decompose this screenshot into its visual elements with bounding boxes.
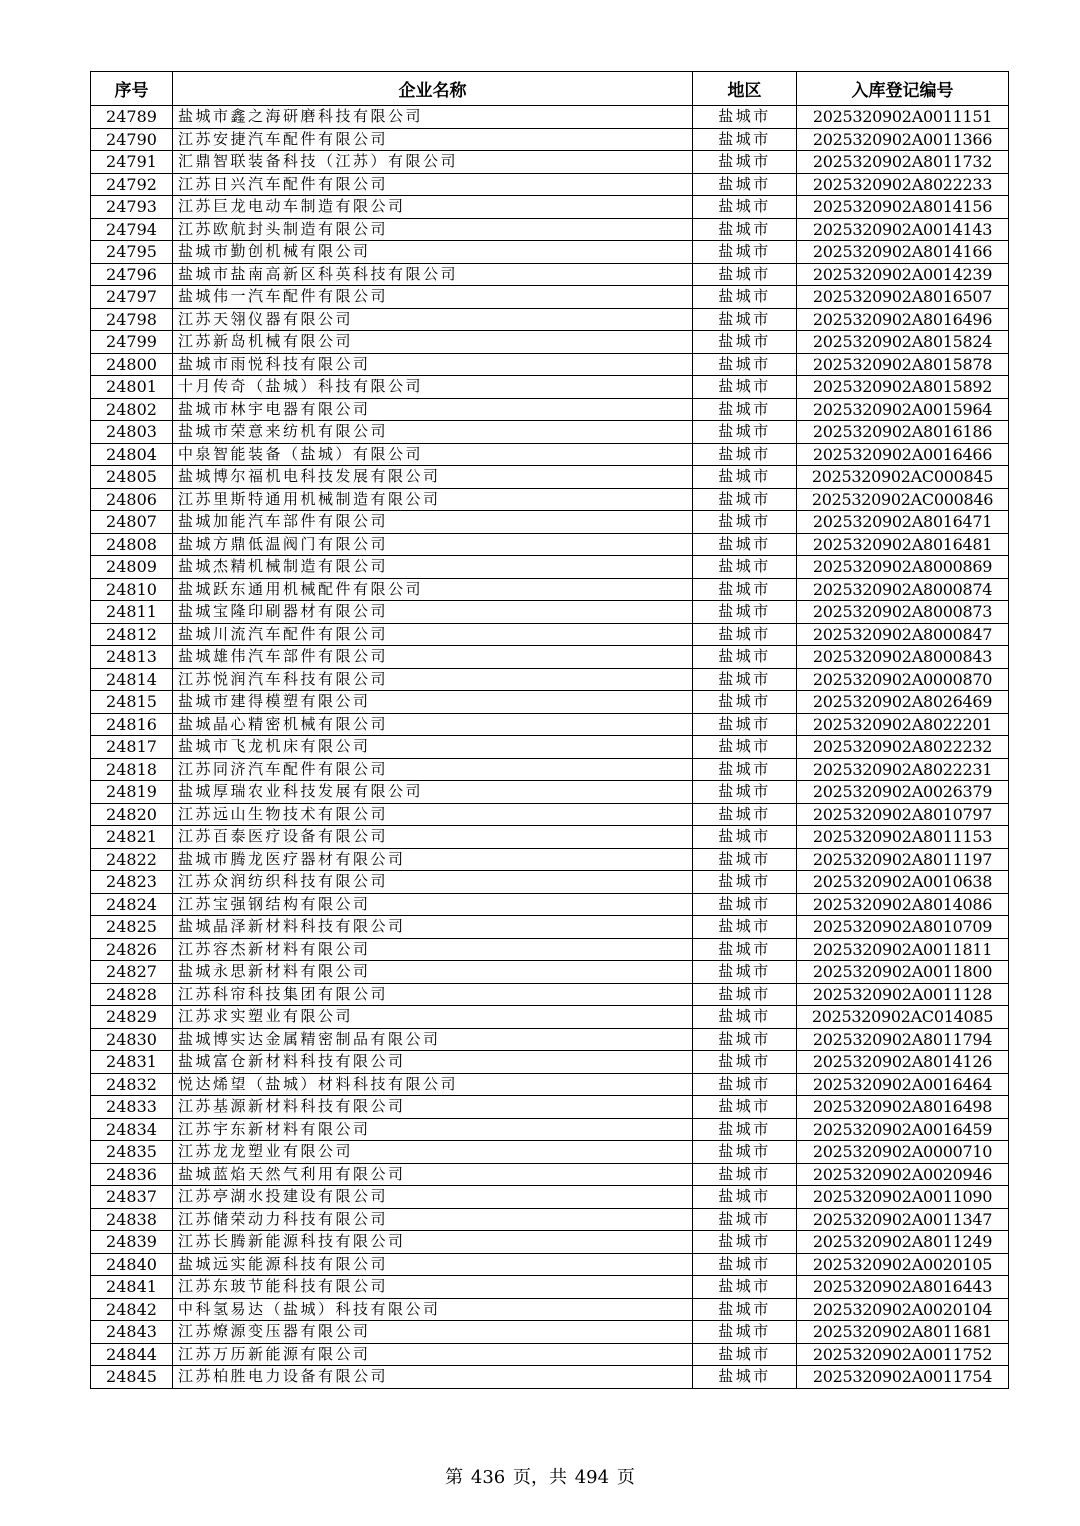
table-row: [91, 466, 1009, 489]
row-area-cell: 盐城市: [693, 713, 797, 736]
row-area-cell: 盐城市: [693, 556, 797, 579]
footer-total-pages: 494: [574, 1467, 610, 1488]
row-code-cell: 2025320902A8016481: [797, 533, 1009, 556]
row-code-cell: 2025320902A8011197: [797, 848, 1009, 871]
row-area-cell: 盐城市: [693, 1321, 797, 1344]
row-seq-cell: 24815: [91, 691, 173, 714]
row-area-cell: 盐城市: [693, 1141, 797, 1164]
row-area-cell: 盐城市: [693, 691, 797, 714]
row-name-cell: 江苏东玻节能科技有限公司: [173, 1276, 693, 1299]
row-code-cell: 2025320902A0011366: [797, 128, 1009, 151]
row-area-cell: 盐城市: [693, 916, 797, 939]
row-name-cell: 盐城晶心精密机械有限公司: [173, 713, 693, 736]
row-code-cell: 2025320902A8011249: [797, 1231, 1009, 1254]
table-row: [91, 173, 1009, 196]
row-seq-cell: 24794: [91, 218, 173, 241]
row-seq-cell: 24809: [91, 556, 173, 579]
row-area-cell: 盐城市: [693, 218, 797, 241]
row-area-cell: 盐城市: [693, 331, 797, 354]
row-area-cell: 盐城市: [693, 533, 797, 556]
row-code-cell: 2025320902A8016507: [797, 286, 1009, 309]
row-area-cell: 盐城市: [693, 781, 797, 804]
row-code-cell: 2025320902A0016464: [797, 1073, 1009, 1096]
row-seq-cell: 24842: [91, 1298, 173, 1321]
table-row: [91, 488, 1009, 511]
row-name-cell: 盐城远实能源科技有限公司: [173, 1253, 693, 1276]
row-name-cell: 江苏巨龙电动车制造有限公司: [173, 196, 693, 219]
row-seq-cell: 24844: [91, 1343, 173, 1366]
row-code-cell: 2025320902A8011681: [797, 1321, 1009, 1344]
table-row: [91, 443, 1009, 466]
footer-suffix: 页: [616, 1467, 635, 1488]
table-row: [91, 646, 1009, 669]
header-area: 地区: [693, 72, 797, 106]
row-code-cell: 2025320902A8010797: [797, 803, 1009, 826]
row-seq-cell: 24811: [91, 601, 173, 624]
row-name-cell: 江苏科帘科技集团有限公司: [173, 983, 693, 1006]
row-seq-cell: 24828: [91, 983, 173, 1006]
row-seq-cell: 24795: [91, 241, 173, 264]
row-seq-cell: 24814: [91, 668, 173, 691]
table-row: [91, 353, 1009, 376]
row-area-cell: 盐城市: [693, 241, 797, 264]
row-name-cell: 中科氢易达（盐城）科技有限公司: [173, 1298, 693, 1321]
table-row: [91, 218, 1009, 241]
header-seq: 序号: [91, 72, 173, 106]
row-name-cell: 江苏欧航封头制造有限公司: [173, 218, 693, 241]
row-seq-cell: 24840: [91, 1253, 173, 1276]
row-code-cell: 2025320902A8000847: [797, 623, 1009, 646]
row-name-cell: 江苏长腾新能源科技有限公司: [173, 1231, 693, 1254]
row-area-cell: 盐城市: [693, 623, 797, 646]
row-area-cell: 盐城市: [693, 1118, 797, 1141]
row-code-cell: 2025320902A8011794: [797, 1028, 1009, 1051]
row-seq-cell: 24821: [91, 826, 173, 849]
table-row: [91, 848, 1009, 871]
row-seq-cell: 24805: [91, 466, 173, 489]
row-name-cell: 江苏龙龙塑业有限公司: [173, 1141, 693, 1164]
row-code-cell: 2025320902A8014126: [797, 1051, 1009, 1074]
row-seq-cell: 24816: [91, 713, 173, 736]
row-area-cell: 盐城市: [693, 601, 797, 624]
row-area-cell: 盐城市: [693, 421, 797, 444]
row-seq-cell: 24845: [91, 1366, 173, 1389]
table-row: [91, 1073, 1009, 1096]
row-code-cell: 2025320902A0011347: [797, 1208, 1009, 1231]
row-seq-cell: 24790: [91, 128, 173, 151]
table-row: [91, 871, 1009, 894]
table-row: [91, 286, 1009, 309]
row-area-cell: 盐城市: [693, 511, 797, 534]
row-code-cell: 2025320902A8016496: [797, 308, 1009, 331]
row-area-cell: 盐城市: [693, 893, 797, 916]
row-area-cell: 盐城市: [693, 646, 797, 669]
row-seq-cell: 24799: [91, 331, 173, 354]
row-code-cell: 2025320902A0016459: [797, 1118, 1009, 1141]
table-row: [91, 623, 1009, 646]
row-name-cell: 盐城川流汽车配件有限公司: [173, 623, 693, 646]
row-seq-cell: 24830: [91, 1028, 173, 1051]
row-code-cell: 2025320902A8010709: [797, 916, 1009, 939]
row-name-cell: 江苏宇东新材料有限公司: [173, 1118, 693, 1141]
row-seq-cell: 24792: [91, 173, 173, 196]
row-name-cell: 江苏求实塑业有限公司: [173, 1006, 693, 1029]
row-code-cell: 2025320902A8016471: [797, 511, 1009, 534]
row-code-cell: 2025320902A0026379: [797, 781, 1009, 804]
row-code-cell: 2025320902A8016443: [797, 1276, 1009, 1299]
row-name-cell: 江苏万历新能源有限公司: [173, 1343, 693, 1366]
table-row: [91, 376, 1009, 399]
row-name-cell: 江苏燎源变压器有限公司: [173, 1321, 693, 1344]
table-row: [91, 1208, 1009, 1231]
table-row: [91, 1118, 1009, 1141]
row-seq-cell: 24827: [91, 961, 173, 984]
row-code-cell: 2025320902A0015964: [797, 398, 1009, 421]
row-name-cell: 江苏亭湖水投建设有限公司: [173, 1186, 693, 1209]
table-row: [91, 1231, 1009, 1254]
row-name-cell: 盐城方鼎低温阀门有限公司: [173, 533, 693, 556]
row-seq-cell: 24818: [91, 758, 173, 781]
row-code-cell: 2025320902A8016498: [797, 1096, 1009, 1119]
row-name-cell: 盐城蓝焰天然气利用有限公司: [173, 1163, 693, 1186]
row-name-cell: 江苏储荣动力科技有限公司: [173, 1208, 693, 1231]
row-code-cell: 2025320902A0010638: [797, 871, 1009, 894]
row-area-cell: 盐城市: [693, 1298, 797, 1321]
row-seq-cell: 24798: [91, 308, 173, 331]
row-code-cell: 2025320902A0014143: [797, 218, 1009, 241]
table-row: [91, 893, 1009, 916]
row-name-cell: 江苏新岛机械有限公司: [173, 331, 693, 354]
table-row: [91, 556, 1009, 579]
table-row: [91, 601, 1009, 624]
row-code-cell: 2025320902A0014239: [797, 263, 1009, 286]
table-row: [91, 1051, 1009, 1074]
table-row: [91, 1321, 1009, 1344]
row-seq-cell: 24813: [91, 646, 173, 669]
table-row: [91, 106, 1009, 129]
row-code-cell: 2025320902A8022232: [797, 736, 1009, 759]
row-name-cell: 江苏容杰新材料有限公司: [173, 938, 693, 961]
table-row: [91, 1298, 1009, 1321]
row-code-cell: 2025320902A0011752: [797, 1343, 1009, 1366]
row-name-cell: 江苏里斯特通用机械制造有限公司: [173, 488, 693, 511]
row-name-cell: 盐城市鑫之海研磨科技有限公司: [173, 106, 693, 129]
table-row: [91, 983, 1009, 1006]
table-row: [91, 691, 1009, 714]
row-code-cell: 2025320902A8014156: [797, 196, 1009, 219]
row-code-cell: 2025320902A0000710: [797, 1141, 1009, 1164]
row-seq-cell: 24808: [91, 533, 173, 556]
row-area-cell: 盐城市: [693, 1051, 797, 1074]
row-area-cell: 盐城市: [693, 353, 797, 376]
table-row: [91, 758, 1009, 781]
table-row: [91, 263, 1009, 286]
table-row: [91, 578, 1009, 601]
row-area-cell: 盐城市: [693, 1073, 797, 1096]
row-seq-cell: 24797: [91, 286, 173, 309]
row-seq-cell: 24789: [91, 106, 173, 129]
table-row: [91, 421, 1009, 444]
row-name-cell: 盐城市雨悦科技有限公司: [173, 353, 693, 376]
row-seq-cell: 24806: [91, 488, 173, 511]
table-header-row: [91, 72, 1009, 106]
table-row: [91, 1366, 1009, 1389]
row-name-cell: 江苏安捷汽车配件有限公司: [173, 128, 693, 151]
table-row: [91, 331, 1009, 354]
table-row: [91, 128, 1009, 151]
row-code-cell: 2025320902A0011800: [797, 961, 1009, 984]
row-code-cell: 2025320902A8022233: [797, 173, 1009, 196]
row-name-cell: 江苏柏胜电力设备有限公司: [173, 1366, 693, 1389]
row-seq-cell: 24823: [91, 871, 173, 894]
row-area-cell: 盐城市: [693, 376, 797, 399]
table-row: [91, 533, 1009, 556]
row-code-cell: 2025320902A8014166: [797, 241, 1009, 264]
table-row: [91, 511, 1009, 534]
row-name-cell: 盐城市飞龙机床有限公司: [173, 736, 693, 759]
row-seq-cell: 24817: [91, 736, 173, 759]
row-code-cell: 2025320902AC000846: [797, 488, 1009, 511]
row-area-cell: 盐城市: [693, 263, 797, 286]
table-body: [91, 106, 1009, 1389]
row-name-cell: 盐城市盐南高新区科英科技有限公司: [173, 263, 693, 286]
row-seq-cell: 24803: [91, 421, 173, 444]
table-row: [91, 916, 1009, 939]
table-row: [91, 1163, 1009, 1186]
row-area-cell: 盐城市: [693, 128, 797, 151]
row-code-cell: 2025320902A8000874: [797, 578, 1009, 601]
row-area-cell: 盐城市: [693, 173, 797, 196]
row-area-cell: 盐城市: [693, 961, 797, 984]
row-name-cell: 盐城伟一汽车配件有限公司: [173, 286, 693, 309]
row-area-cell: 盐城市: [693, 196, 797, 219]
row-name-cell: 盐城富仓新材料科技有限公司: [173, 1051, 693, 1074]
row-name-cell: 盐城宝隆印刷器材有限公司: [173, 601, 693, 624]
footer-middle: 页，共: [513, 1467, 567, 1488]
row-seq-cell: 24839: [91, 1231, 173, 1254]
row-seq-cell: 24807: [91, 511, 173, 534]
row-name-cell: 江苏基源新材料科技有限公司: [173, 1096, 693, 1119]
row-area-cell: 盐城市: [693, 1006, 797, 1029]
row-area-cell: 盐城市: [693, 1208, 797, 1231]
table-row: [91, 308, 1009, 331]
row-area-cell: 盐城市: [693, 1028, 797, 1051]
row-area-cell: 盐城市: [693, 1343, 797, 1366]
row-seq-cell: 24837: [91, 1186, 173, 1209]
row-code-cell: 2025320902A0011128: [797, 983, 1009, 1006]
row-area-cell: 盐城市: [693, 826, 797, 849]
row-area-cell: 盐城市: [693, 938, 797, 961]
table-row: [91, 713, 1009, 736]
row-name-cell: 江苏宝强钢结构有限公司: [173, 893, 693, 916]
row-seq-cell: 24800: [91, 353, 173, 376]
row-seq-cell: 24825: [91, 916, 173, 939]
row-code-cell: 2025320902A0020104: [797, 1298, 1009, 1321]
header-name: 企业名称: [173, 72, 693, 106]
row-area-cell: 盐城市: [693, 488, 797, 511]
row-seq-cell: 24810: [91, 578, 173, 601]
row-name-cell: 汇鼎智联装备科技（江苏）有限公司: [173, 151, 693, 174]
row-seq-cell: 24820: [91, 803, 173, 826]
row-area-cell: 盐城市: [693, 1276, 797, 1299]
row-code-cell: 2025320902A8016186: [797, 421, 1009, 444]
row-seq-cell: 24824: [91, 893, 173, 916]
row-name-cell: 盐城市勤创机械有限公司: [173, 241, 693, 264]
row-code-cell: 2025320902A0011754: [797, 1366, 1009, 1389]
footer-prefix: 第: [445, 1467, 464, 1488]
row-code-cell: 2025320902A8022231: [797, 758, 1009, 781]
row-area-cell: 盐城市: [693, 578, 797, 601]
enterprise-table: [90, 71, 1009, 1389]
row-area-cell: 盐城市: [693, 1186, 797, 1209]
row-name-cell: 盐城市荣意来纺机有限公司: [173, 421, 693, 444]
row-name-cell: 江苏日兴汽车配件有限公司: [173, 173, 693, 196]
row-area-cell: 盐城市: [693, 1231, 797, 1254]
table-row: [91, 241, 1009, 264]
row-name-cell: 江苏百泰医疗设备有限公司: [173, 826, 693, 849]
row-name-cell: 盐城市林宇电器有限公司: [173, 398, 693, 421]
row-area-cell: 盐城市: [693, 308, 797, 331]
table-row: [91, 1343, 1009, 1366]
row-seq-cell: 24822: [91, 848, 173, 871]
row-area-cell: 盐城市: [693, 466, 797, 489]
table-row: [91, 938, 1009, 961]
table-row: [91, 781, 1009, 804]
row-code-cell: 2025320902A8026469: [797, 691, 1009, 714]
row-area-cell: 盐城市: [693, 398, 797, 421]
row-name-cell: 盐城永思新材料有限公司: [173, 961, 693, 984]
row-name-cell: 江苏同济汽车配件有限公司: [173, 758, 693, 781]
row-code-cell: 2025320902A8000873: [797, 601, 1009, 624]
row-seq-cell: 24804: [91, 443, 173, 466]
row-code-cell: 2025320902A8022201: [797, 713, 1009, 736]
row-seq-cell: 24838: [91, 1208, 173, 1231]
row-name-cell: 盐城晶泽新材料科技有限公司: [173, 916, 693, 939]
row-seq-cell: 24829: [91, 1006, 173, 1029]
row-area-cell: 盐城市: [693, 1096, 797, 1119]
row-area-cell: 盐城市: [693, 151, 797, 174]
row-code-cell: 2025320902A0020946: [797, 1163, 1009, 1186]
table-row: [91, 398, 1009, 421]
row-area-cell: 盐城市: [693, 848, 797, 871]
row-code-cell: 2025320902A0000870: [797, 668, 1009, 691]
row-seq-cell: 24812: [91, 623, 173, 646]
table-row: [91, 826, 1009, 849]
row-name-cell: 盐城市建得模塑有限公司: [173, 691, 693, 714]
row-name-cell: 中泉智能装备（盐城）有限公司: [173, 443, 693, 466]
row-seq-cell: 24833: [91, 1096, 173, 1119]
row-code-cell: 2025320902A8011153: [797, 826, 1009, 849]
row-area-cell: 盐城市: [693, 983, 797, 1006]
row-code-cell: 2025320902A0011811: [797, 938, 1009, 961]
row-name-cell: 盐城杰精机械制造有限公司: [173, 556, 693, 579]
row-name-cell: 江苏众润纺织科技有限公司: [173, 871, 693, 894]
row-code-cell: 2025320902AC014085: [797, 1006, 1009, 1029]
row-name-cell: 十月传奇（盐城）科技有限公司: [173, 376, 693, 399]
row-seq-cell: 24802: [91, 398, 173, 421]
row-name-cell: 江苏远山生物技术有限公司: [173, 803, 693, 826]
row-code-cell: 2025320902A0016466: [797, 443, 1009, 466]
table-row: [91, 151, 1009, 174]
table-row: [91, 1096, 1009, 1119]
header-code: 入库登记编号: [797, 72, 1009, 106]
row-area-cell: 盐城市: [693, 668, 797, 691]
row-seq-cell: 24826: [91, 938, 173, 961]
table-row: [91, 1276, 1009, 1299]
row-code-cell: 2025320902A8000843: [797, 646, 1009, 669]
table-row: [91, 1006, 1009, 1029]
row-seq-cell: 24843: [91, 1321, 173, 1344]
row-area-cell: 盐城市: [693, 443, 797, 466]
table-row: [91, 961, 1009, 984]
row-code-cell: 2025320902A8011732: [797, 151, 1009, 174]
row-seq-cell: 24819: [91, 781, 173, 804]
row-seq-cell: 24832: [91, 1073, 173, 1096]
row-code-cell: 2025320902A0011151: [797, 106, 1009, 129]
table-row: [91, 736, 1009, 759]
row-area-cell: 盐城市: [693, 1253, 797, 1276]
row-area-cell: 盐城市: [693, 106, 797, 129]
row-area-cell: 盐城市: [693, 871, 797, 894]
row-seq-cell: 24831: [91, 1051, 173, 1074]
row-code-cell: 2025320902A8015892: [797, 376, 1009, 399]
row-name-cell: 盐城雄伟汽车部件有限公司: [173, 646, 693, 669]
row-name-cell: 盐城博实达金属精密制品有限公司: [173, 1028, 693, 1051]
row-area-cell: 盐城市: [693, 803, 797, 826]
row-area-cell: 盐城市: [693, 1163, 797, 1186]
row-seq-cell: 24834: [91, 1118, 173, 1141]
row-name-cell: 江苏天翎仪器有限公司: [173, 308, 693, 331]
row-code-cell: 2025320902A0011090: [797, 1186, 1009, 1209]
table-row: [91, 196, 1009, 219]
row-code-cell: 2025320902A8000869: [797, 556, 1009, 579]
row-seq-cell: 24791: [91, 151, 173, 174]
table-row: [91, 1141, 1009, 1164]
row-name-cell: 盐城市腾龙医疗器材有限公司: [173, 848, 693, 871]
table-row: [91, 1253, 1009, 1276]
table-row: [91, 1186, 1009, 1209]
row-area-cell: 盐城市: [693, 758, 797, 781]
row-seq-cell: 24841: [91, 1276, 173, 1299]
row-code-cell: 2025320902A0020105: [797, 1253, 1009, 1276]
row-seq-cell: 24796: [91, 263, 173, 286]
row-seq-cell: 24835: [91, 1141, 173, 1164]
row-name-cell: 盐城跃东通用机械配件有限公司: [173, 578, 693, 601]
row-area-cell: 盐城市: [693, 286, 797, 309]
table-row: [91, 803, 1009, 826]
row-seq-cell: 24801: [91, 376, 173, 399]
table-row: [91, 668, 1009, 691]
row-name-cell: 悦达烯望（盐城）材料科技有限公司: [173, 1073, 693, 1096]
row-code-cell: 2025320902A8015878: [797, 353, 1009, 376]
row-name-cell: 江苏悦润汽车科技有限公司: [173, 668, 693, 691]
row-seq-cell: 24836: [91, 1163, 173, 1186]
row-area-cell: 盐城市: [693, 736, 797, 759]
table-row: [91, 1028, 1009, 1051]
row-code-cell: 2025320902AC000845: [797, 466, 1009, 489]
footer-page-number: 436: [470, 1467, 506, 1488]
row-name-cell: 盐城加能汽车部件有限公司: [173, 511, 693, 534]
row-code-cell: 2025320902A8015824: [797, 331, 1009, 354]
row-area-cell: 盐城市: [693, 1366, 797, 1389]
page-footer: [0, 1463, 1080, 1489]
row-code-cell: 2025320902A8014086: [797, 893, 1009, 916]
row-name-cell: 盐城厚瑞农业科技发展有限公司: [173, 781, 693, 804]
row-name-cell: 盐城博尔福机电科技发展有限公司: [173, 466, 693, 489]
row-seq-cell: 24793: [91, 196, 173, 219]
